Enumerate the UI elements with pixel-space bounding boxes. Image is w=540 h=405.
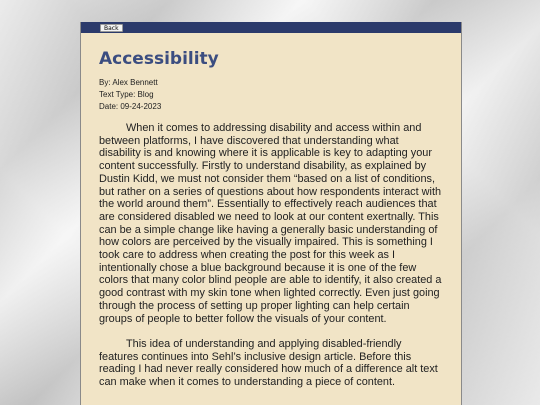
page-title: Accessibility [99, 49, 219, 69]
top-bar [81, 22, 461, 33]
back-button[interactable]: Back [100, 24, 123, 32]
paragraph-2: This idea of understanding and applying disabled-friendly features continues into Sehl’s inclusive design article. Before this reading I had never really considered how much of a difference alt text can make when it comes to understanding a piece of content. [99, 337, 438, 389]
date-line: Date: 09-24-2023 [99, 102, 162, 111]
article-page [80, 22, 462, 405]
article-body [99, 122, 443, 401]
paragraph-1: When it comes to addressing disability and access within and between platforms, I have discovered that understanding what disability is and knowing where it is applicable is key to adapting your content successfully. Firstly to understand disability, as explained by Dustin Kidd, we must not consider them “based on a list of conditions, but rather on a series of questions about how respondents interact with the world around them”. Essentially to effectively reach audiences that are considered disabled we need to look at our content exertnally. This can be a simple change like having a generally basic understanding of how colors are perceived by the visually impaired. This is something I took care to address when creating the post for this week as I intentionally chose a blue background because it is one of the few colors that many color blind people are able to identify, it also created a good contrast with my skin tone when lighted correctly. Even just going through the process of setting up proper lighting can help certain groups of people to better follow the visuals of your content. [99, 122, 442, 325]
text-type-line: Text Type: Blog [99, 90, 154, 99]
author-line: By: Alex Bennett [99, 78, 158, 87]
